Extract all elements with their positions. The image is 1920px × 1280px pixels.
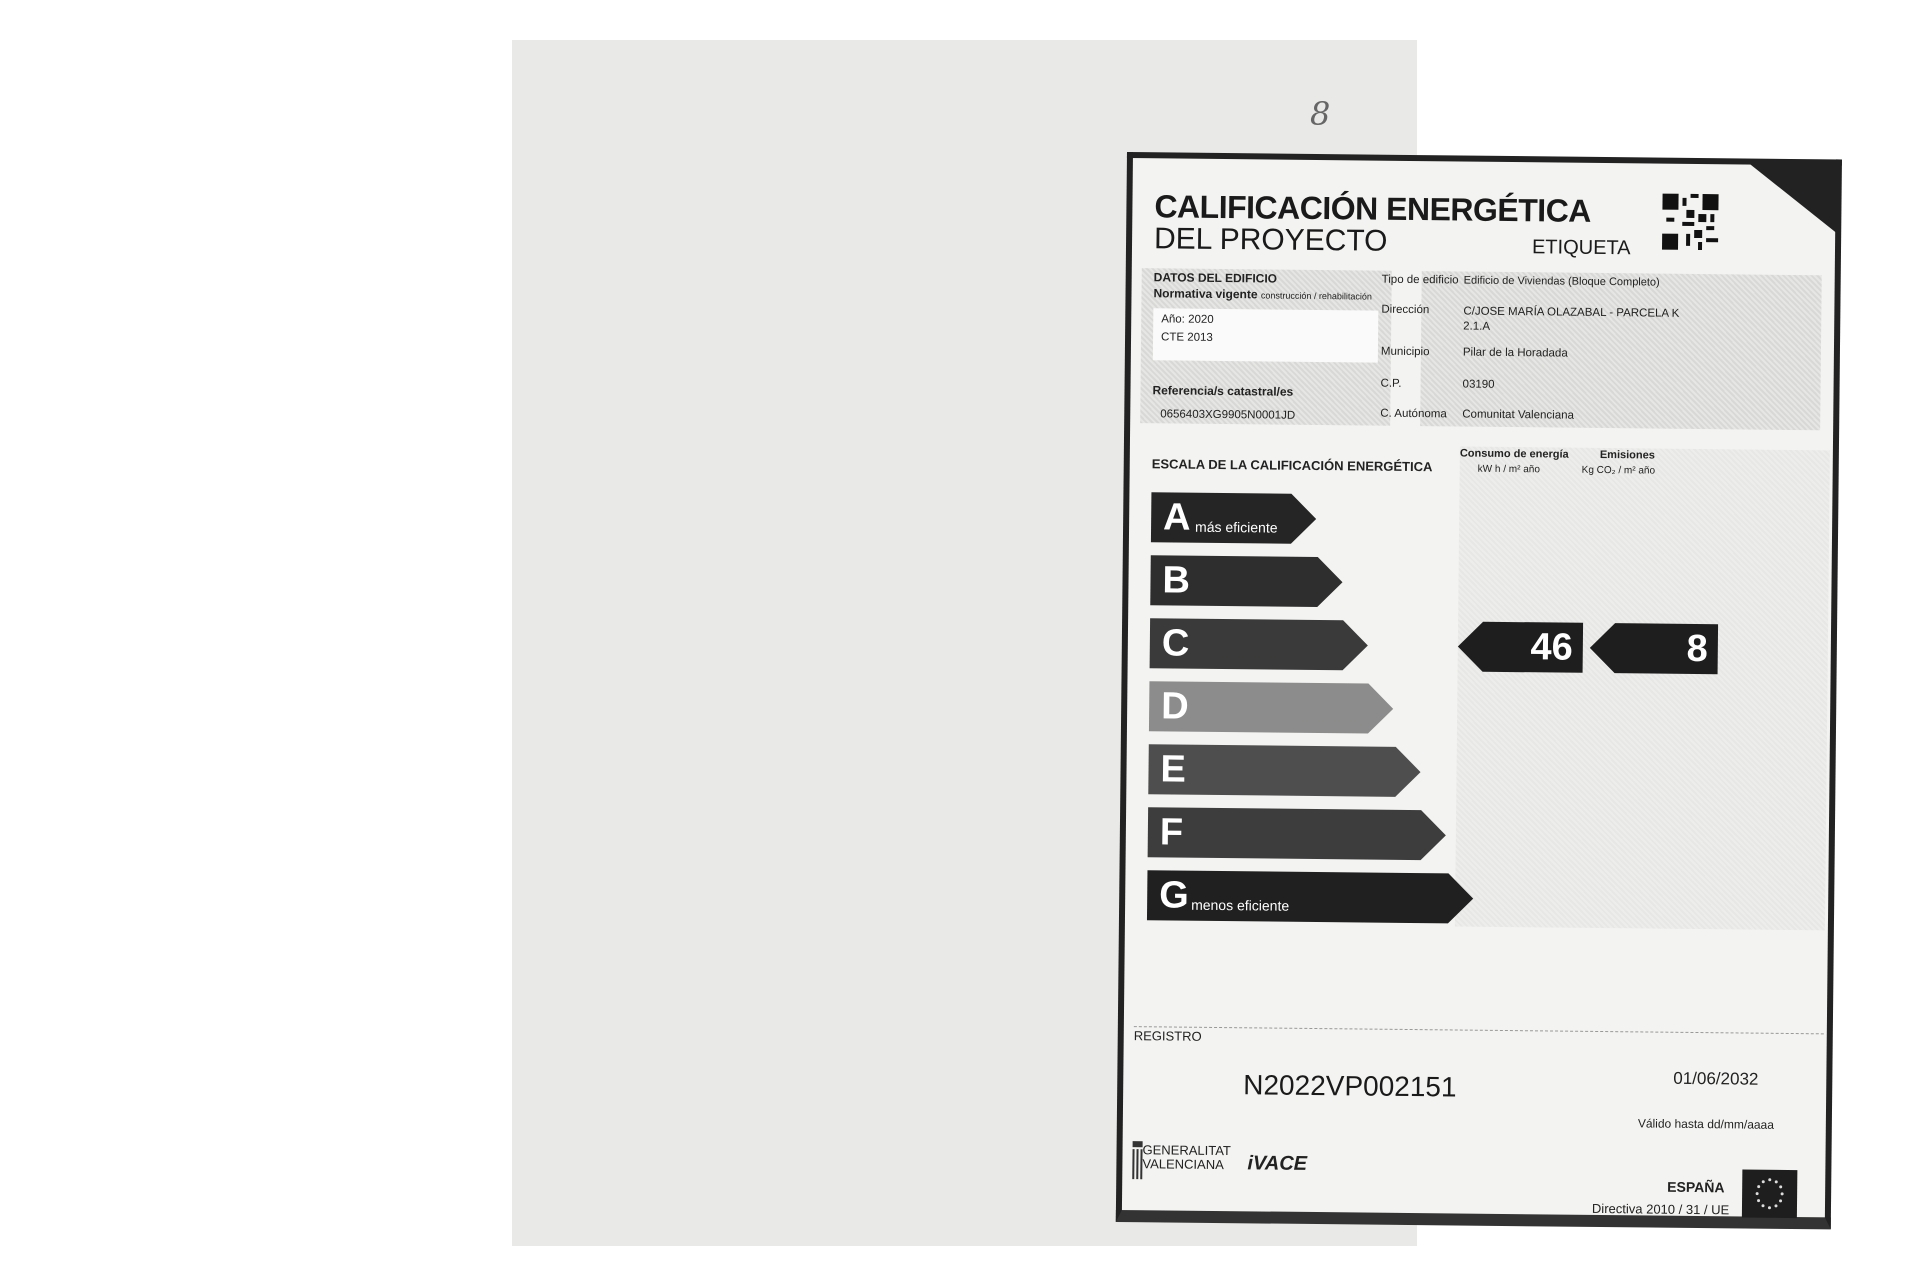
class-bar-g [1147,870,1474,923]
title-line2: DEL PROYECTO [1153,222,1388,258]
class-bar-a [1151,492,1317,544]
valid-label: Válido hasta dd/mm/aaaa [1637,1116,1775,1132]
class-bar-c [1150,618,1369,670]
class-sub-g: menos eficiente [1191,896,1290,914]
class-letter-f: F [1159,811,1184,854]
registro-divider [1134,1026,1824,1034]
generalitat-line1: GENERALITAT [1142,1142,1232,1159]
field-label-address: Dirección [1381,303,1430,317]
energy-label [1116,152,1842,1229]
valid-date: 01/06/2032 [1673,1068,1759,1089]
corner-triangle [1747,163,1838,234]
field-label-region: C. Autónoma [1380,407,1447,421]
normativa-label [1153,286,1372,302]
field-value-postal: 03190 [1462,378,1495,391]
emissions-value: 8 [1686,627,1709,671]
class-arrow-e [1148,744,1421,797]
class-letter-e: E [1160,748,1187,791]
field-label-municipality: Municipio [1380,345,1430,359]
title-line1: CALIFICACIÓN ENERGÉTICA [1154,188,1592,229]
scale-title: ESCALA DE LA CALIFICACIÓN ENERGÉTICA [1151,456,1433,475]
values-panel [1455,447,1830,931]
generalitat-text [1142,1143,1231,1172]
generalitat-line2: VALENCIANA [1142,1156,1224,1173]
registro-label: REGISTRO [1133,1028,1202,1044]
eu-flag-icon [1742,1169,1797,1218]
class-bar-f [1148,807,1447,860]
field-value-address: C/JOSE MARÍA OLAZABAL - PARCELA K 2.1.A [1463,305,1680,333]
consumption-value: 46 [1530,626,1574,669]
field-value-municipality: Pilar de la Horadada [1462,346,1568,360]
class-bar-d [1149,681,1394,734]
class-bar-e [1148,744,1421,797]
country-label: ESPAÑA [1667,1178,1725,1196]
consumption-value-tag [1458,621,1584,672]
code-value: CTE 2013 [1160,331,1213,344]
normativa-sub: construcción / rehabilitación [1260,290,1373,302]
field-value-region: Comunitat Valenciana [1462,408,1574,422]
cadastral-label: Referencia/s catastral/es [1152,383,1294,399]
emissions-value-tag [1590,623,1719,674]
emissions-unit: Kg CO₂ / m² año [1581,464,1656,477]
building-section-title: DATOS DEL EDIFICIO [1153,270,1278,286]
handwritten-mark: 8 [1310,95,1331,133]
document-photo [512,40,1775,1246]
class-letter-b: B [1162,559,1191,602]
ivace-logo: iVACE [1247,1152,1308,1175]
field-label-type: Tipo de edificio [1381,273,1459,287]
class-arrow-f [1148,807,1447,860]
etiqueta-label: ETIQUETA [1531,236,1631,260]
consumption-header: Consumo de energía [1459,447,1569,461]
year-value: Año: 2020 [1161,313,1214,326]
normativa-text: Normativa vigente [1153,286,1258,302]
cadastral-value: 0656403XG9905N0001JD [1160,408,1296,422]
qr-code-icon [1662,194,1719,251]
class-sub-a: más eficiente [1194,518,1278,536]
registro-number: N2022VP002151 [1243,1069,1457,1103]
emissions-header: Emisiones [1599,448,1655,462]
class-bar-b [1150,555,1343,607]
class-letter-g: G [1158,874,1189,917]
field-label-postal: C.P. [1380,377,1402,390]
consumption-unit: kW h / m² año [1477,463,1541,476]
class-letter-c: C [1161,622,1190,665]
directive-label: Directiva 2010 / 31 / UE [1591,1200,1730,1218]
class-letter-a: A [1162,496,1191,539]
class-letter-d: D [1160,685,1189,728]
field-value-type: Edificio de Viviendas (Bloque Completo) [1463,274,1660,289]
